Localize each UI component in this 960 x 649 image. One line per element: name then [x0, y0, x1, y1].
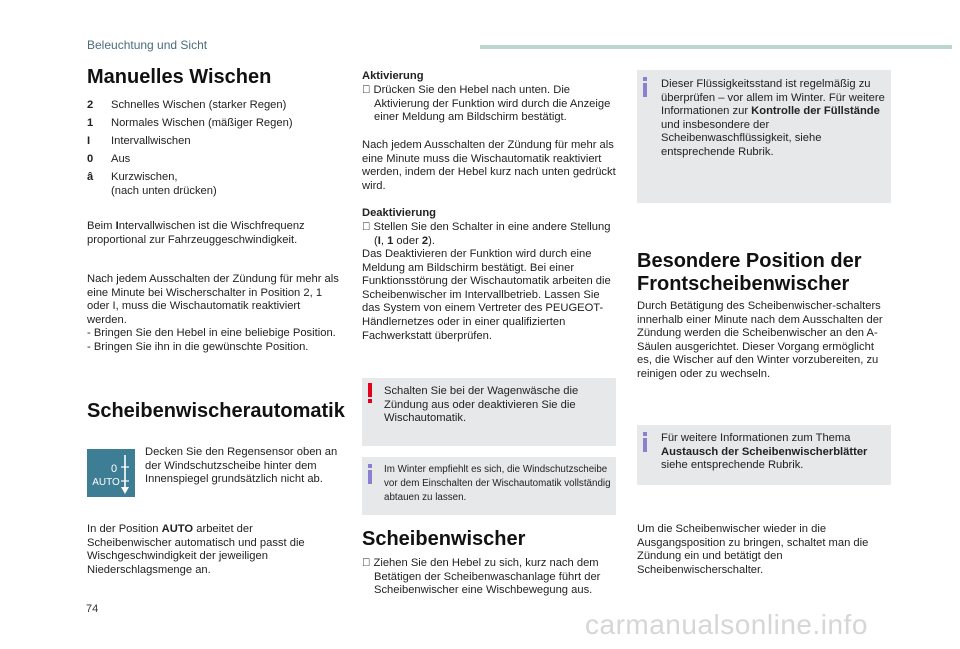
info-icon [367, 464, 373, 484]
reactivation-paragraph: Nach jedem Ausschalten der Zündung für mehr als eine Minute bei Wischerschalter in Position 2, 1 oder I, muss die Wischautomatik reaktiviert werden. - Bringen Sie den Hebel in eine beliebige Position. - Bringen Sie ihn in die gewünschte Position. [87, 273, 339, 353]
wiper-position-list [87, 99, 327, 203]
info-icon [642, 432, 648, 452]
info-callout-blades [637, 425, 891, 485]
deactivation-step: Stellen Sie den Schalter in eine andere Stellung (I, 1 oder 2). [362, 221, 599, 247]
wiper-title: Scheibenwischer [362, 528, 526, 550]
activation-title: Aktivierung [362, 70, 424, 82]
blades-info-text: Für weitere Informationen zum Thema Austausch der Scheibenwischerblätter siehe entsprechende Rubrik. [661, 432, 868, 472]
watermark: carmanualsonline.info [585, 609, 868, 640]
header-bar [480, 45, 952, 49]
page-number: 74 [86, 603, 99, 615]
auto-position-paragraph: In der Position AUTO arbeitet der Scheibenwischer automatisch und passt die Wischgeschwindigkeit der jeweiligen Niederschlagsmenge an. [87, 523, 305, 576]
info-icon [642, 77, 648, 97]
automatic-wiping-title: Scheibenwischerautomatik [87, 400, 345, 422]
wiper-switch-icon [87, 449, 135, 497]
warning-callout [362, 378, 616, 446]
auto-switch-image [87, 449, 135, 497]
list-item: 2 Schnelles Wischen (starker Regen) [87, 99, 287, 111]
warning-icon [367, 383, 373, 403]
switch-position-0: 0 [110, 463, 118, 475]
interval-paragraph: Beim Intervallwischen ist die Wischfrequenz proportional zur Fahrzeuggeschwindigkeit. [87, 220, 305, 246]
info-callout-fluid [637, 70, 891, 203]
list-item: â Kurzwischen, (nach unten drücken) [87, 170, 217, 197]
wiper-step: Ziehen Sie den Hebel zu sich, kurz nach dem Betätigen der Scheibenwaschanlage führt der Scheibenwischer eine Wischbewegung aus. [362, 557, 601, 597]
manual-wiping-title: Manuelles Wischen [87, 66, 272, 88]
list-item: 1 Normales Wischen (mäßiger Regen) [87, 116, 293, 129]
special-position-title: Besondere Position der Frontscheibenwischer [637, 250, 862, 295]
activation-paragraph: Nach jedem Ausschalten der Zündung für mehr als eine Minute muss die Wischautomatik reaktiviert werden, indem der Hebel kurz nach unten gedrückt wird. [362, 139, 616, 192]
fluid-info-text: Dieser Flüssigkeitsstand ist regelmäßig zu überprüfen – vor allem im Winter. Für weitere Informationen zur Kontrolle der Füllstände und insbesondere der Scheibenwaschflüssigkeit, siehe entsprechende Rubrik. [661, 78, 885, 158]
warning-text: Schalten Sie bei der Wagenwäsche die Zündung aus oder deaktivieren Sie die Wischautomatik. [384, 385, 579, 425]
winter-info-text: Im Winter empfiehlt es sich, die Windschutzscheibe vor dem Einschalten der Wischautomatik vollständig abtauen zu lassen. [384, 464, 611, 503]
switch-position-auto: AUTO [92, 477, 120, 488]
list-item: I Intervallwischen [87, 134, 191, 147]
special-position-paragraph: Durch Betätigung des Scheibenwischer-schalters innerhalb einer Minute nach dem Ausschalten der Zündung werden die Scheibenwischer an den A-Säulen ausgerichtet. Dieser Vorgang ermöglicht es, die Wischer auf den Winter vorzubereiten, zu reinigen oder zu wechseln. [637, 300, 883, 380]
deactivation-paragraph: Das Deaktivieren der Funktion wird durch eine Meldung am Bildschirm bestätigt. Bei einer Funktionsstörung der Wischautomatik arbeiten die Scheibenwischer im Intervallbetrieb. Lassen Sie das System von einem Vertreter des PEUGEOT-Händlernetzes oder in einer qualifizierten Fachwerkstatt überprüfen. [362, 248, 611, 342]
restore-paragraph: Um die Scheibenwischer wieder in die Ausgangsposition zu bringen, schaltet man die Zündung ein und betätigt den Scheibenwischerschalter. [637, 523, 869, 576]
list-item: 0 Aus [87, 152, 131, 165]
section-header: Beleuchtung und Sicht [87, 38, 208, 52]
rain-sensor-paragraph: Decken Sie den Regensensor oben an der Windschutzscheibe hinter dem Innenspiegel grundsätzlich nicht ab. [145, 446, 338, 486]
activation-step: Drücken Sie den Hebel nach unten. Die Aktivierung der Funktion wird durch die Anzeige einer Meldung am Bildschirm bestätigt. [362, 84, 611, 124]
deactivation-title: Deaktivierung [362, 207, 436, 219]
info-callout-winter [362, 457, 616, 515]
